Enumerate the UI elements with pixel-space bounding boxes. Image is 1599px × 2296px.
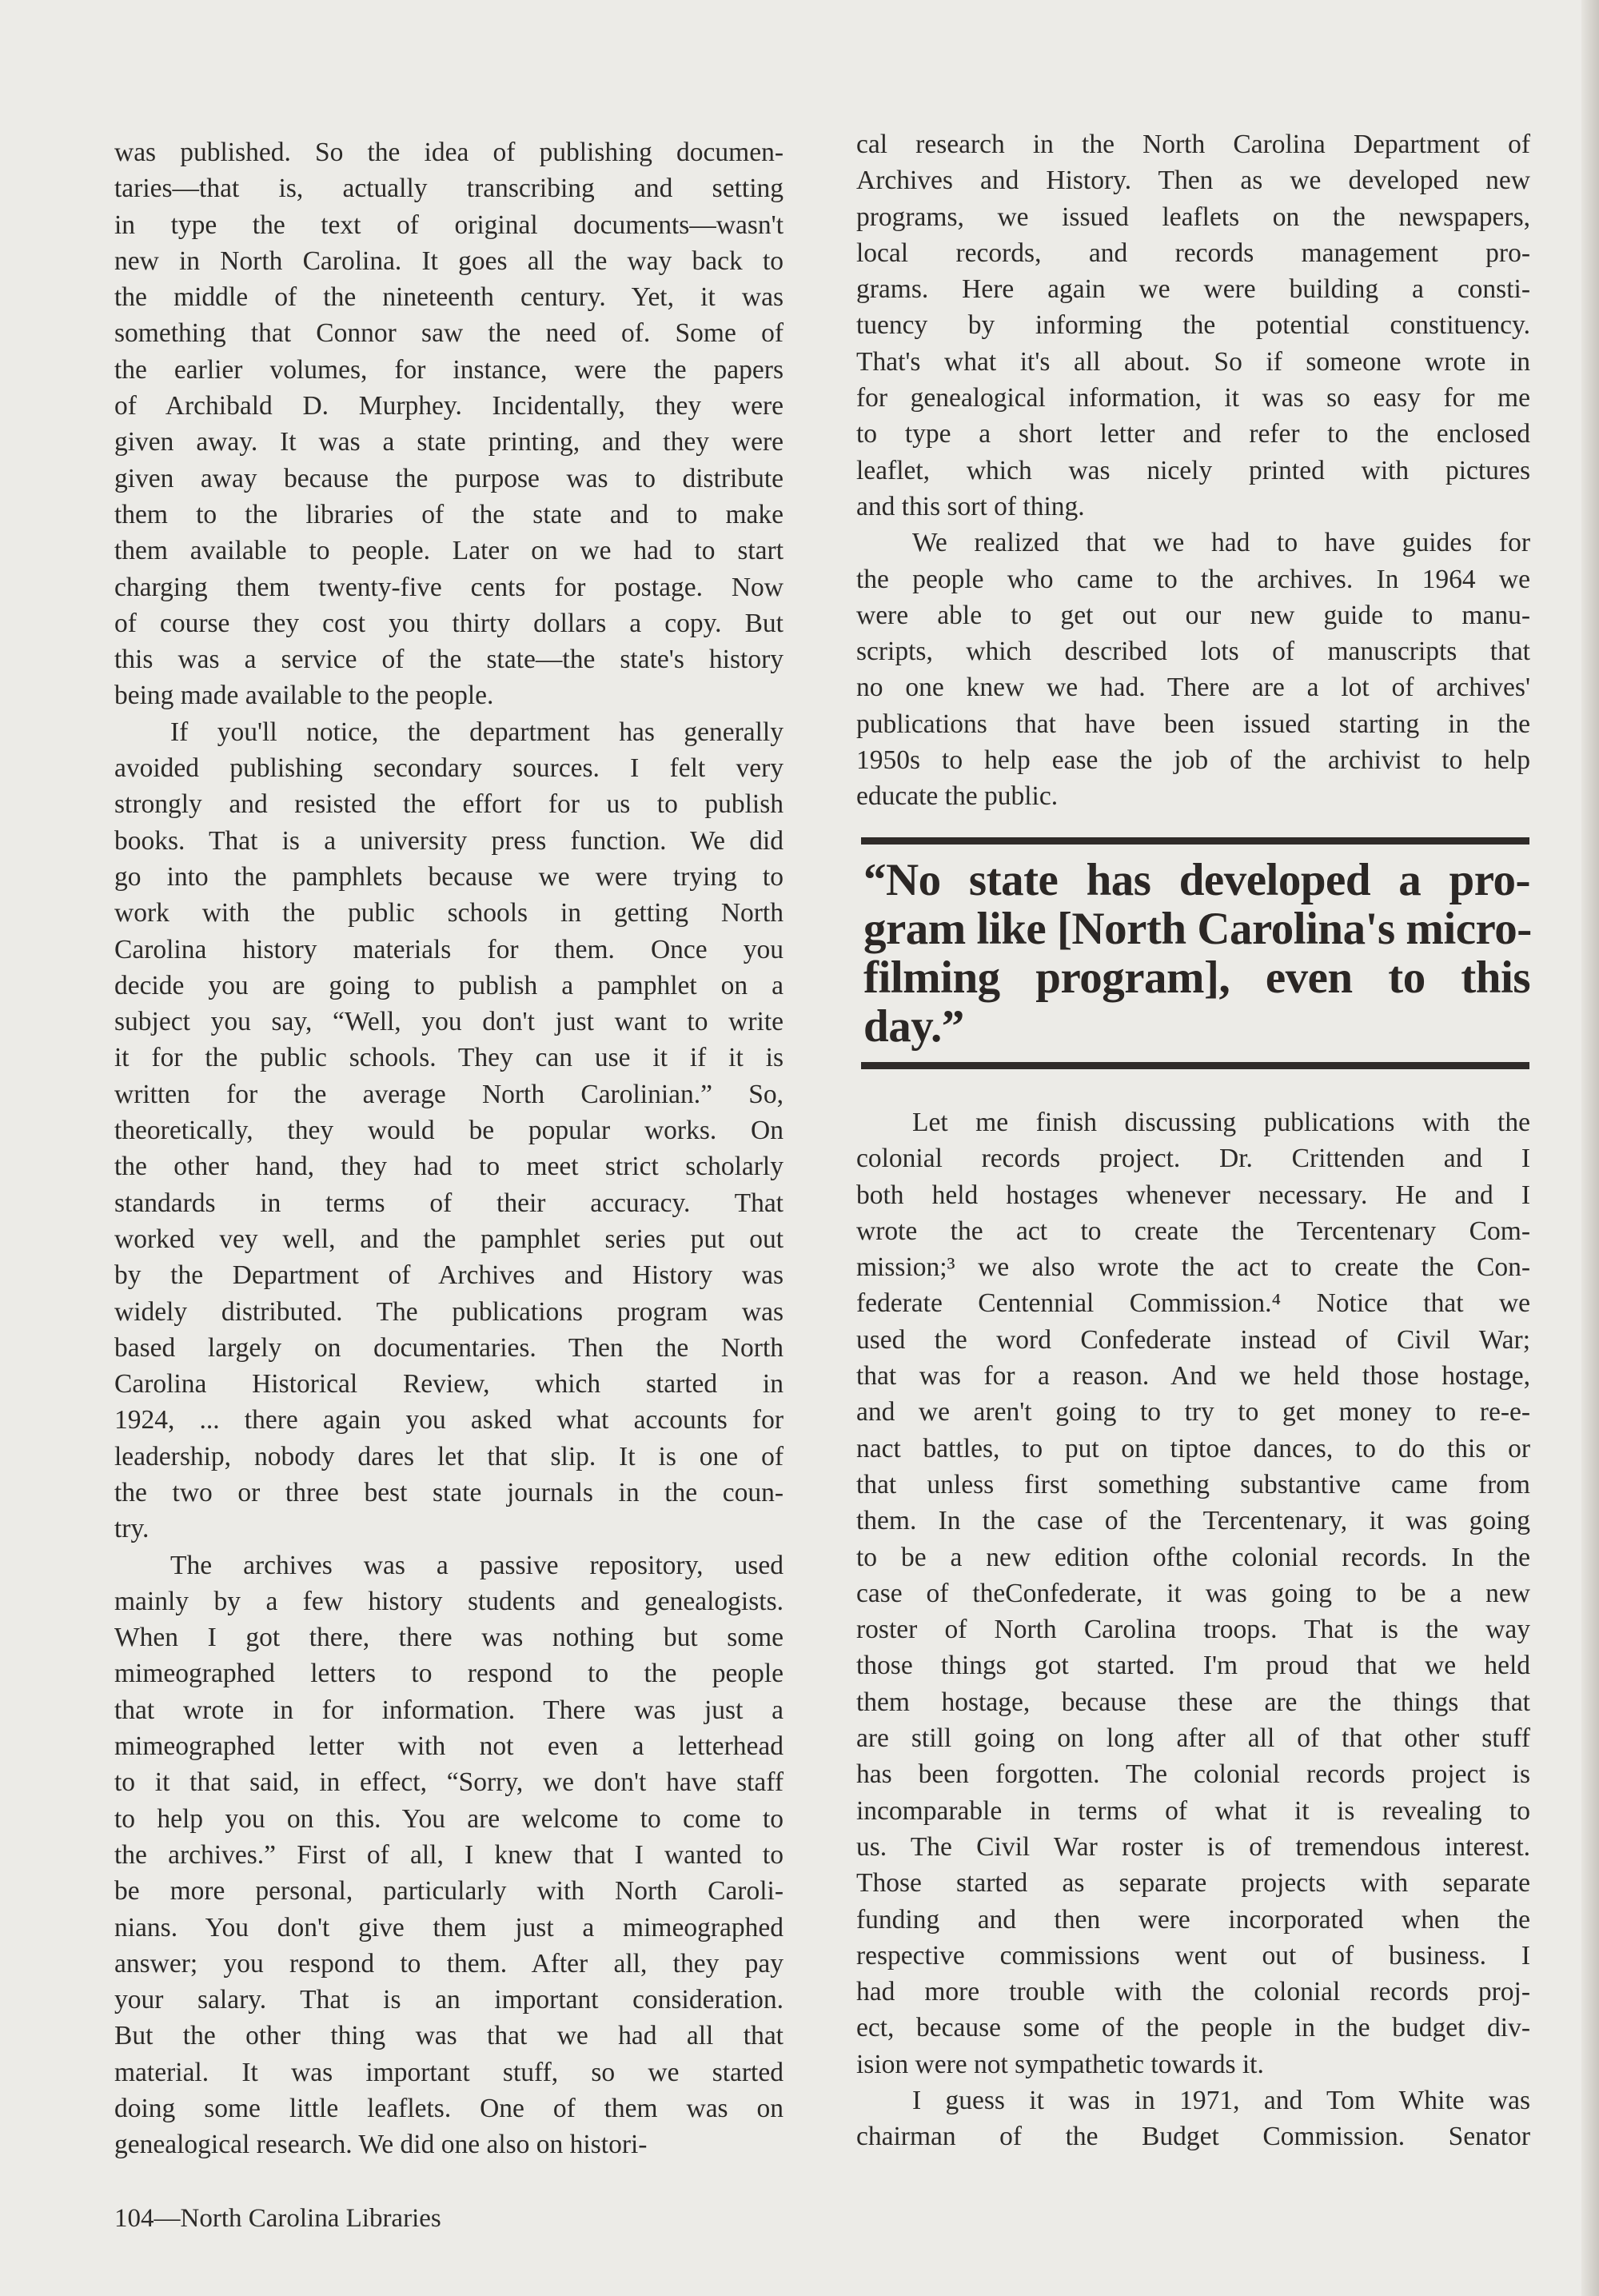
text-line: that was for a reason. And we held those hostage, <box>856 1361 1530 1392</box>
text-line: of Archibald D. Murphey. Incidentally, they were <box>114 391 784 421</box>
text-line: If you'll notice, the department has generally <box>170 717 784 747</box>
text-line: that wrote in for information. There was just a <box>114 1695 784 1725</box>
text-line: funding and then were incorporated when the <box>856 1904 1530 1935</box>
pull-quote <box>863 856 1530 1051</box>
text-line: tuency by informing the potential constituency. <box>856 310 1530 341</box>
text-line: We realized that we had to have guides for <box>912 528 1530 558</box>
text-line: theoretically, they would be popular works. On <box>114 1116 784 1146</box>
text-line: those things got started. I'm proud that we held <box>856 1651 1530 1681</box>
text-line: in type the text of original documents—wasn't <box>114 210 784 240</box>
text-line: be more personal, particularly with North Caroli- <box>114 1876 784 1907</box>
text-line: this was a service of the state—the state's history <box>114 645 784 675</box>
pull-quote-line: filming program], even to this <box>863 952 1530 1003</box>
page-footer: 104—North Carolina Libraries <box>114 2204 441 2233</box>
text-line: that unless first something substantive came from <box>856 1469 1530 1499</box>
text-line: and this sort of thing. <box>856 491 1085 521</box>
text-line: both held hostages whenever necessary. He and I <box>856 1180 1530 1210</box>
text-line: the middle of the nineteenth century. Yet, it was <box>114 282 784 313</box>
left-column <box>114 134 784 2163</box>
text-line: go into the pamphlets because we were trying to <box>114 861 784 892</box>
text-line: federate Centennial Commission.⁴ Notice that we <box>856 1288 1530 1319</box>
text-line: no one knew we had. There are a lot of archives' <box>856 673 1530 703</box>
text-line: given away because the purpose was to distribute <box>114 463 784 493</box>
paragraph <box>856 2082 1530 2155</box>
text-line: grams. Here again we were building a consti- <box>856 274 1530 305</box>
text-line: your salary. That is an important consideration. <box>114 1985 784 2015</box>
text-line: the other hand, they had to meet strict scholarly <box>114 1152 784 1182</box>
text-line: based largely on documentaries. Then the North <box>114 1332 784 1363</box>
text-line: Archives and History. Then as we developed new <box>856 166 1530 196</box>
text-line: to be a new edition ofthe colonial records. In the <box>856 1542 1530 1572</box>
text-line: were able to get out our new guide to manu- <box>856 600 1530 630</box>
text-line: 1950s to help ease the job of the archivist to help <box>856 745 1530 776</box>
text-line: colonial records project. Dr. Crittenden and I <box>856 1144 1530 1174</box>
text-line: nians. You don't give them just a mimeographed <box>114 1912 784 1943</box>
text-line: cal research in the North Carolina Department of <box>856 130 1530 159</box>
text-line: nact battles, to put on tiptoe dances, to do this or <box>856 1433 1530 1463</box>
pull-quote-bottom-rule <box>861 1062 1529 1069</box>
right-column-bottom <box>856 1104 1530 2155</box>
text-line: worked vey well, and the pamphlet series put out <box>114 1224 784 1254</box>
text-line: incomparable in terms of what it is revealing to <box>856 1795 1530 1826</box>
text-line: decide you are going to publish a pamphlet on a <box>114 970 784 1000</box>
text-line: mimeographed letter with not even a letterhead <box>114 1731 784 1762</box>
text-line: local records, and records management pro- <box>856 238 1530 268</box>
text-line: being made available to the people. <box>114 681 494 711</box>
paragraph <box>856 126 1530 525</box>
text-line: chairman of the Budget Commission. Senator <box>856 2122 1530 2152</box>
pull-quote-line: day.” <box>863 1001 964 1052</box>
text-line: to help you on this. You are welcome to come to <box>114 1803 784 1834</box>
text-line: taries—that is, actually transcribing and setting <box>114 174 784 204</box>
text-line: answer; you respond to them. After all, they pay <box>114 1948 784 1979</box>
text-line: books. That is a university press function. We did <box>114 825 784 856</box>
text-line: genealogical research. We did one also on histori- <box>114 2130 648 2160</box>
pull-quote-top-rule <box>861 837 1529 845</box>
text-line: something that Connor saw the need of. Some of <box>114 318 784 349</box>
text-line: educate the public. <box>856 781 1059 812</box>
text-line: The archives was a passive repository, used <box>170 1550 784 1580</box>
right-column-top <box>856 126 1530 815</box>
text-line: of course they cost you thirty dollars a copy. But <box>114 608 784 638</box>
pull-quote-line: “No state has developed a pro- <box>863 855 1530 905</box>
text-line: are still going on long after all of that other stuff <box>856 1723 1530 1754</box>
text-line: to it that said, in effect, “Sorry, we don't have staff <box>114 1767 784 1798</box>
text-line: 1924, ... there again you asked what accounts for <box>114 1405 784 1435</box>
text-line: the two or three best state journals in the coun- <box>114 1477 784 1507</box>
text-line: used the word Confederate instead of Civil War; <box>856 1324 1530 1355</box>
paragraph <box>856 1104 1530 2082</box>
text-line: subject you say, “Well, you don't just want to write <box>114 1007 784 1037</box>
text-line: roster of North Carolina troops. That is the way <box>856 1615 1530 1645</box>
text-line: and we aren't going to try to get money to re-e- <box>856 1397 1530 1428</box>
text-line: was published. So the idea of publishing documen- <box>114 138 784 167</box>
text-line: written for the average North Carolinian.” So, <box>114 1079 784 1109</box>
text-line: respective commissions went out of business. I <box>856 1940 1530 1971</box>
text-line: given away. It was a state printing, and they were <box>114 427 784 457</box>
text-line: for genealogical information, it was so easy for me <box>856 383 1530 413</box>
text-line: mainly by a few history students and genealogists. <box>114 1586 784 1616</box>
text-line: That's what it's all about. So if someone wrote in <box>856 346 1530 377</box>
paragraph <box>114 714 784 1547</box>
text-line: Carolina Historical Review, which started in <box>114 1369 784 1400</box>
text-line: the people who came to the archives. In 1964 we <box>856 564 1530 594</box>
text-line: case of theConfederate, it was going to be a new <box>856 1578 1530 1608</box>
text-line: Carolina history materials for them. Once you <box>114 934 784 964</box>
pull-quote-line: gram like [North Carolina's micro- <box>863 904 1532 954</box>
text-line: standards in terms of their accuracy. That <box>114 1188 784 1218</box>
text-line: avoided publishing secondary sources. I felt very <box>114 753 784 784</box>
text-line: strongly and resisted the effort for us to publish <box>114 789 784 820</box>
paragraph <box>856 525 1530 814</box>
text-line: material. It was important stuff, so we started <box>114 2057 784 2087</box>
text-line: I guess it was in 1971, and Tom White was <box>912 2086 1530 2116</box>
text-line: When I got there, there was nothing but some <box>114 1623 784 1653</box>
text-line: the earlier volumes, for instance, were the papers <box>114 354 784 385</box>
text-line: them to the libraries of the state and to make <box>114 499 784 529</box>
text-line: it for the public schools. They can use it if it is <box>114 1043 784 1073</box>
paragraph <box>114 134 784 714</box>
text-line: mimeographed letters to respond to the people <box>114 1659 784 1689</box>
text-line: had more trouble with the colonial records proj- <box>856 1977 1530 2007</box>
text-line: programs, we issued leaflets on the newspapers, <box>856 202 1530 232</box>
text-line: to type a short letter and refer to the enclosed <box>856 419 1530 449</box>
text-line: work with the public schools in getting North <box>114 898 784 928</box>
page-edge <box>1581 0 1599 2296</box>
text-line: new in North Carolina. It goes all the way back to <box>114 246 784 276</box>
text-line: them hostage, because these are the things that <box>856 1687 1530 1717</box>
text-line: leadership, nobody dares let that slip. It is one of <box>114 1441 784 1471</box>
text-line: wrote the act to create the Tercentenary Com- <box>856 1216 1530 1246</box>
text-line: widely distributed. The publications program was <box>114 1296 784 1327</box>
text-line: doing some little leaflets. One of them was on <box>114 2094 784 2124</box>
text-line: leaflet, which was nicely printed with pictures <box>856 455 1530 485</box>
text-line: the archives.” First of all, I knew that I wanted to <box>114 1839 784 1870</box>
text-line: ision were not sympathetic towards it. <box>856 2049 1264 2079</box>
text-line: But the other thing was that we had all that <box>114 2021 784 2051</box>
text-line: Those started as separate projects with separate <box>856 1868 1530 1899</box>
text-line: them. In the case of the Tercentenary, it was going <box>856 1506 1530 1536</box>
text-line: them available to people. Later on we had to start <box>114 536 784 566</box>
paragraph <box>114 1547 784 2163</box>
text-line: ect, because some of the people in the budget div- <box>856 2013 1530 2043</box>
text-line: charging them twenty-five cents for postage. Now <box>114 572 784 602</box>
text-line: by the Department of Archives and History was <box>114 1260 784 1291</box>
text-line: Let me finish discussing publications with the <box>912 1108 1530 1137</box>
text-line: has been forgotten. The colonial records project is <box>856 1759 1530 1790</box>
text-line: scripts, which described lots of manuscripts that <box>856 637 1530 667</box>
text-line: us. The Civil War roster is of tremendous interest. <box>856 1831 1530 1862</box>
text-line: mission;³ we also wrote the act to create the Con- <box>856 1252 1530 1283</box>
text-line: publications that have been issued starting in the <box>856 709 1530 739</box>
text-line: try. <box>114 1514 150 1544</box>
